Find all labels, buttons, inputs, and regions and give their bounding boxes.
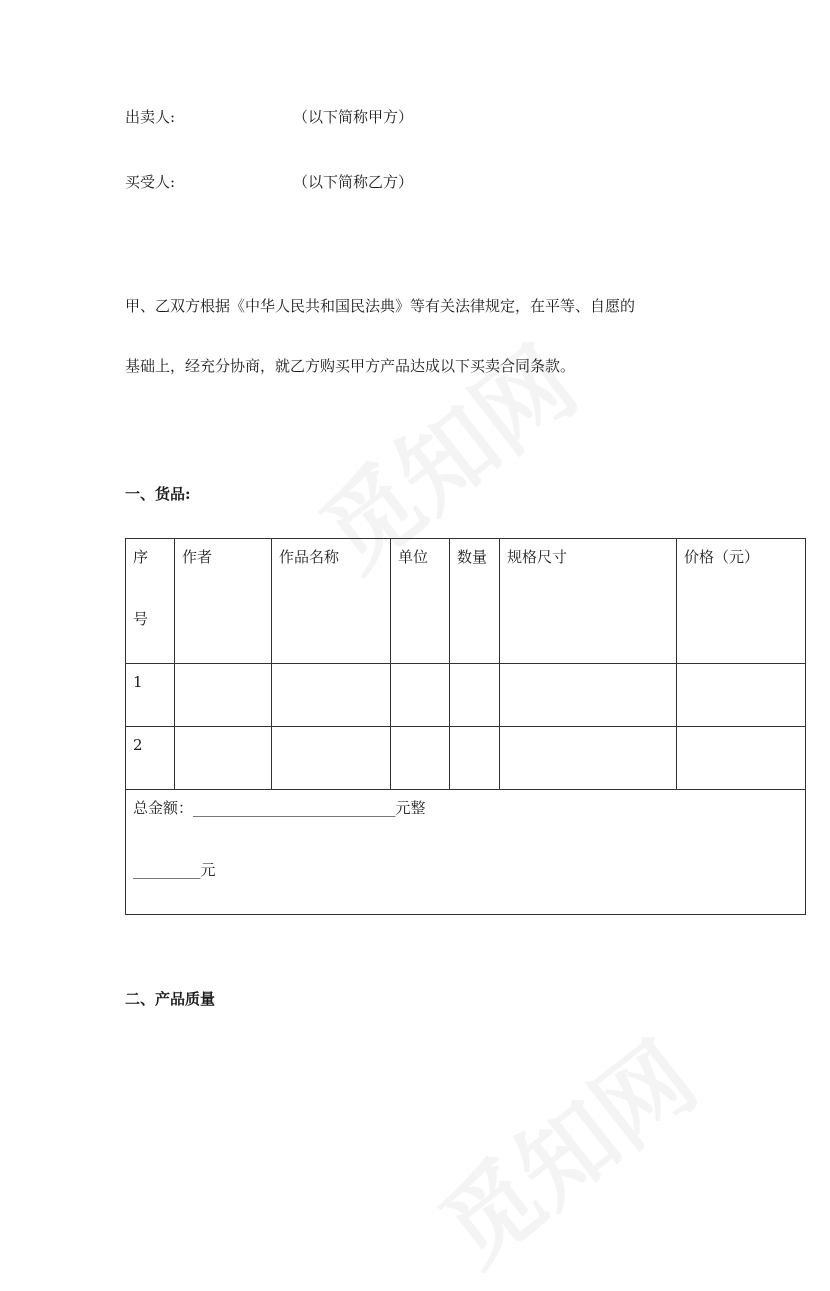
section-quality-title: 二、产品质量: [125, 990, 216, 1008]
header-author: 作者: [175, 539, 272, 664]
row-price-cell: [677, 664, 806, 727]
buyer-label: 买受人:: [125, 173, 176, 191]
total-cell: [126, 790, 806, 915]
seller-note: （以下简称甲方）: [293, 108, 414, 126]
table-header-row: [126, 539, 806, 664]
row-work-name-cell: [272, 664, 391, 727]
row-unit-cell: [391, 664, 450, 727]
row-quantity-cell: [450, 664, 500, 727]
intro-line-1: 甲、乙双方根据《中华人民共和国民法典》等有关法律规定，在平等、自愿的: [125, 297, 636, 315]
row-author-cell: [175, 664, 272, 727]
goods-table: [125, 538, 806, 915]
buyer-note: （以下简称乙方）: [293, 173, 414, 191]
table-row: [126, 664, 806, 727]
row-spec-cell: [500, 727, 677, 790]
total-amount-line: 总金额：___________________________元整: [133, 799, 426, 817]
header-price: 价格（元）: [677, 539, 806, 664]
row-price-cell: [677, 727, 806, 790]
header-work-name: 作品名称: [272, 539, 391, 664]
header-quantity: 数量: [450, 539, 500, 664]
header-seq-bottom: 号: [133, 610, 149, 628]
row-seq: 2: [126, 727, 175, 790]
row-unit-cell: [391, 727, 450, 790]
header-seq-top: 序: [133, 548, 149, 566]
section-goods-title: 一、货品:: [125, 485, 191, 503]
row-seq: 1: [126, 664, 175, 727]
table-row: [126, 727, 806, 790]
header-seq: [126, 539, 175, 664]
row-quantity-cell: [450, 727, 500, 790]
watermark-bottom: [408, 1006, 719, 1291]
table-total-row: [126, 790, 806, 915]
intro-line-2: 基础上，经充分协商，就乙方购买甲方产品达成以下买卖合同条款。: [125, 357, 576, 375]
total-amount-number-line: _________元: [133, 861, 216, 879]
row-work-name-cell: [272, 727, 391, 790]
row-spec-cell: [500, 664, 677, 727]
header-unit: 单位: [391, 539, 450, 664]
row-author-cell: [175, 727, 272, 790]
seller-label: 出卖人:: [125, 108, 176, 126]
header-spec: 规格尺寸: [500, 539, 677, 664]
